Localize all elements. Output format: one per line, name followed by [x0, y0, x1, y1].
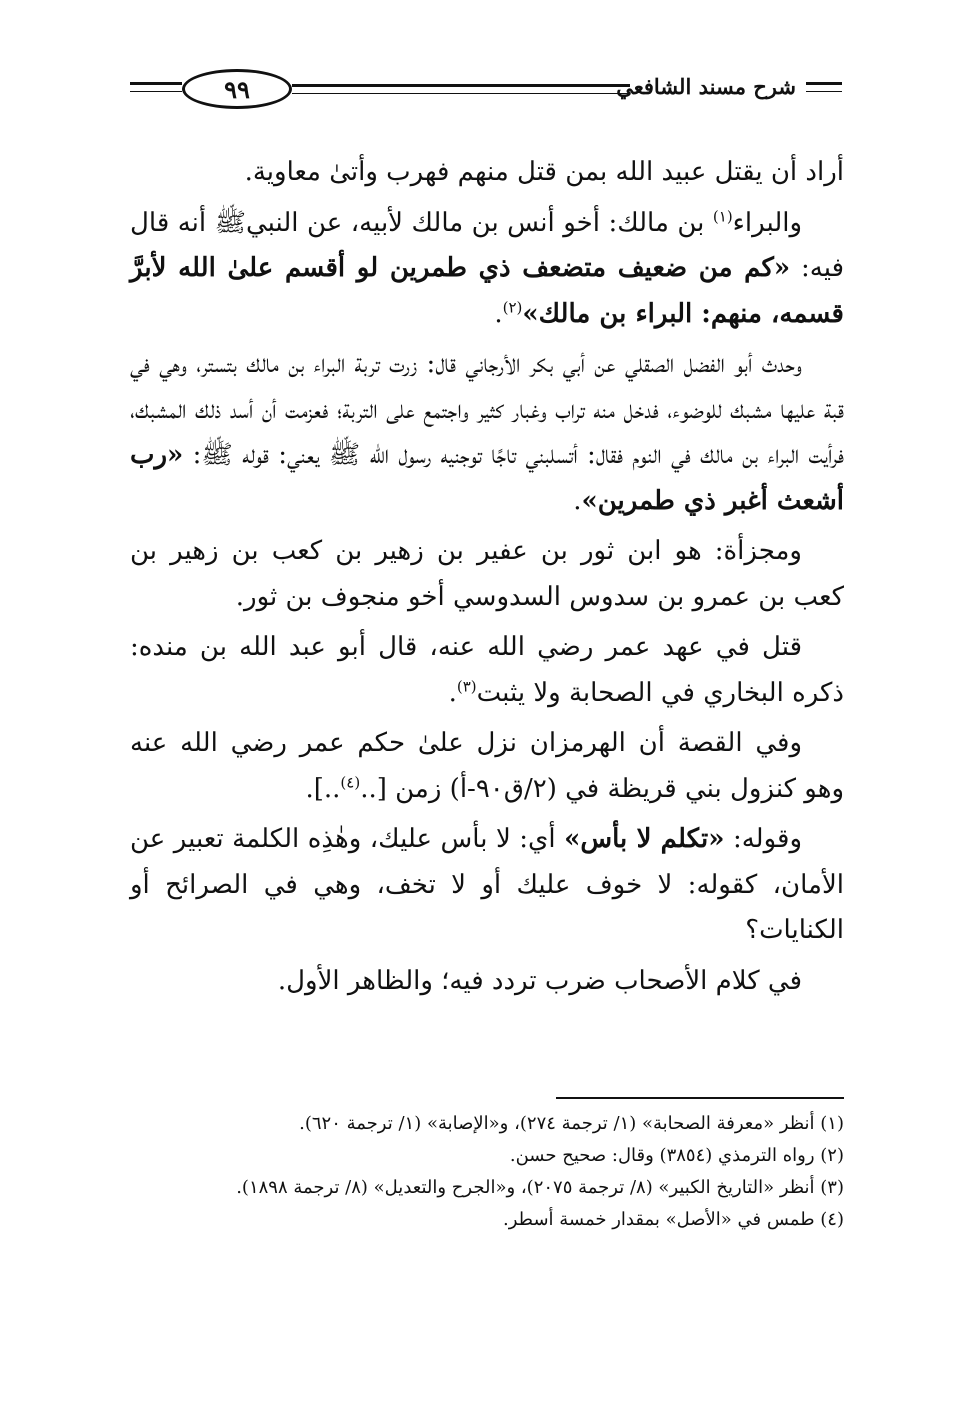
hadith-quote: «رب أشعث أغبر ذي طمرين»	[130, 440, 844, 516]
footnote: (٢) رواه الترمذي (٣٨٥٤) وقال: صحيح حسن.	[509, 1145, 844, 1166]
running-header	[130, 66, 844, 114]
hadith-quote: «كم من ضعيف متضعف ذي طمرين لو أقسم علىٰ الله لأبرَّ قسمه، منهم: البراء بن مالك»	[130, 253, 844, 329]
footnote-ref: (٢)	[502, 297, 523, 316]
header-rule	[806, 91, 842, 92]
header-rule	[130, 91, 182, 92]
paragraph: في كلام الأصحاب ضرب تردد فيه؛ والظاهر الأول.	[277, 965, 802, 996]
page-number-badge	[182, 69, 292, 109]
paragraph: وحدث أبو الفضل الصقلي عن أبي بكر الأرجاني قال: زرت تربة البراء بن مالك بتستر، وهي في قبة عليها مشبك للوضوء، فدخل منه تراب وغبار كثير واجتمع على التربة؛ فعزمت أن أسد ذلك المشبك، فرأيت البراء بن مالك في النوم فقال: أتسلبني تاجًا توجنيه رسول الله ﷺ يعني: قوله ﷺ: «رب أشعث أغبر ذي طمرين».	[130, 349, 844, 516]
main-text	[130, 150, 844, 1009]
paragraph: أراد أن يقتل عبيد الله بمن قتل منهم فهرب وأتىٰ معاوية.	[244, 157, 844, 187]
header-rule	[130, 82, 182, 85]
paragraph: ومجزأة: هو ابن ثور بن عفير بن زهير بن كعب بن زهير بن كعب بن عمرو بن سدوس السدوسي أخو منجوف بن ثور.	[130, 536, 844, 612]
footnote-ref: (١)	[712, 206, 733, 225]
footnote: (٣) أنظر «التاريخ الكبير» (٨/ ترجمة ٢٠٧٥)، و«الجرح والتعديل» (٨/ ترجمة ١٨٩٨).	[236, 1177, 844, 1198]
header-rule	[292, 93, 630, 94]
paragraph: والبراء$^{(١)}$ بن مالك: أخو أنس بن مالك لأبيه، عن النبيﷺ أنه قال فيه: «كم من ضعيف متضعف ذي طمرين لو أقسم علىٰ الله لأبرَّ قسمه، منهم: البراء بن مالك»$^{(٢)}$.	[130, 206, 844, 329]
header-rule	[292, 84, 630, 87]
paragraph: وقوله: «تكلم لا بأس» أي: لا بأس عليك، وهٰذِه الكلمة تعبير عن الأمان، كقوله: لا خوف عليك أو لا تخف، وهي في الصرائح أو الكنايات؟	[130, 824, 844, 945]
page-number: ٩٩	[224, 74, 250, 104]
book-title: شرح مسند الشافعي	[616, 74, 796, 99]
paragraph: وفي القصة أن الهرمزان نزل علىٰ حكم عمر رضي الله عنه وهو كنزول بني قريظة في (٢/ق٩٠-أ) زمن [..$^{(٤)}$..].	[130, 728, 844, 804]
footnote: (١) أنظر «معرفة الصحابة» (١/ ترجمة ٢٧٤)، و«الإصابة» (١/ ترجمة ٦٢٠).	[299, 1113, 844, 1134]
footnote-ref: (٤)	[340, 772, 361, 791]
footnote-separator	[556, 1097, 844, 1099]
quoted-phrase: «تكلم لا بأس»	[564, 824, 725, 854]
footnotes	[130, 1108, 844, 1236]
paragraph: قتل في عهد عمر رضي الله عنه، قال أبو عبد الله بن منده: ذكره البخاري في الصحابة ولا يثبت$^{(٣)}$.	[130, 632, 844, 708]
footnote-ref: (٣)	[456, 676, 477, 695]
header-rule	[806, 82, 842, 85]
footnote: (٤) طمس في «الأصل» بمقدار خمسة أسطر.	[503, 1209, 844, 1230]
